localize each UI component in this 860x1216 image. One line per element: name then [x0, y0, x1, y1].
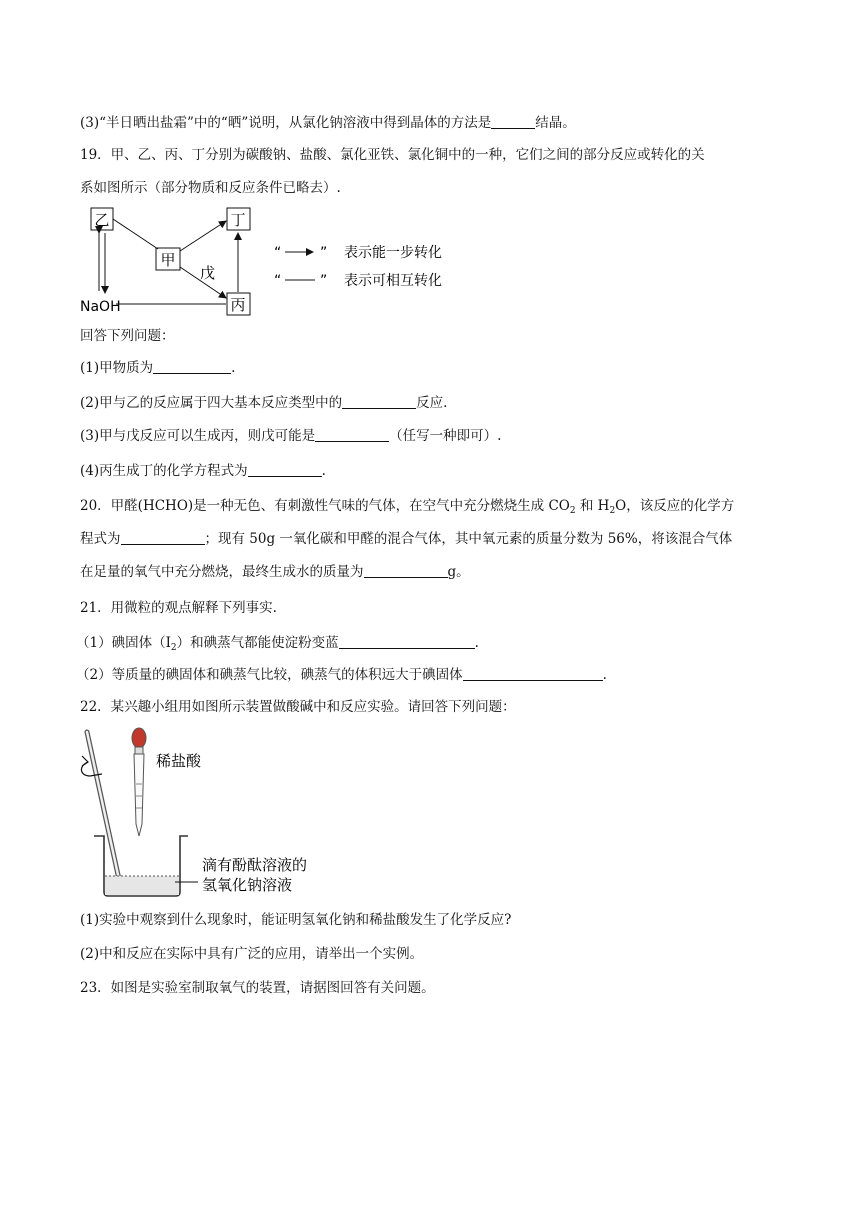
q18-part3-suffix: 结晶。 [535, 115, 576, 131]
q21-part2-suffix: . [602, 667, 607, 683]
q20-text-e: ；现有 50g 一氧化碳和甲醛的混合气体，其中氧元素的质量分数为 56%，将该混合气体 [204, 531, 733, 547]
answer-blank[interactable] [364, 563, 448, 578]
label-solution-line2: 氢氧化钠溶液 [202, 876, 293, 894]
q20-text-d: 程式为 [80, 531, 121, 547]
legend-arrow-text: 表示能一步转化 [344, 245, 442, 261]
legend-line-text: 表示可相互转化 [344, 273, 442, 289]
answer-blank[interactable] [491, 114, 535, 129]
answer-blank[interactable] [342, 394, 416, 409]
dropper-bulb [132, 728, 146, 748]
q19-part2 [80, 393, 447, 413]
beaker-solution [105, 876, 179, 895]
q22-part1: (1)实验中观察到什么现象时，能证明氢氧化钠和稀盐酸发生了化学反应? [80, 912, 512, 928]
q19-part4 [80, 461, 326, 481]
node-yi: 乙 [94, 211, 110, 229]
answer-blank[interactable] [121, 530, 205, 545]
q21-part1 [76, 633, 479, 653]
answer-blank[interactable] [315, 427, 389, 442]
q18-part3 [80, 113, 576, 133]
q20-line3 [80, 562, 470, 582]
q19-stem-line1: 19．甲、乙、丙、丁分别为碳酸钠、盐酸、氯化亚铁、氯化铜中的一种，它们之间的部分反应或转化的关 [80, 147, 705, 163]
q21-part2 [76, 665, 607, 685]
q21-stem: 21．用微粒的观点解释下列事实. [80, 600, 277, 616]
q22-beaker-diagram [76, 724, 336, 904]
q20-text-c: O，该反应的化学方 [615, 498, 735, 514]
q20-text-a: 20．甲醛(HCHO)是一种无色、有刺激性气味的气体，在空气中充分燃烧生成 CO [80, 498, 570, 514]
q19-stem-line2: 系如图所示（部分物质和反应条件已略去）. [80, 180, 341, 196]
legend-arrow-quote-close: ” [320, 245, 328, 261]
q21-part1-suffix: . [474, 635, 479, 651]
q20-line2 [80, 529, 732, 549]
legend-line-quote-close: ” [320, 273, 328, 289]
q18-part3-text: (3)“半日晒出盐霜”中的“晒”说明，从氯化钠溶液中得到晶体的方法是 [80, 115, 492, 131]
q22-stem: 22．某兴趣小组用如图所示装置做酸碱中和反应实验。请回答下列问题： [80, 699, 516, 715]
q20-text-g: g。 [447, 564, 470, 580]
q19-part4-text: (4)丙生成丁的化学方程式为 [80, 463, 248, 479]
subscript: 2 [609, 506, 616, 516]
dropper-tube [134, 754, 144, 836]
q19-relation-diagram [78, 203, 478, 321]
legend-arrow-quote-open: “ [274, 245, 282, 261]
label-dilute-hcl: 稀盐酸 [156, 752, 202, 770]
answer-blank[interactable] [339, 634, 475, 649]
q21-part1-text-b: ）和碘蒸气都能使淀粉变蓝 [176, 635, 339, 651]
q19-prompt: 回答下列问题： [80, 328, 175, 344]
node-jia: 甲 [160, 251, 176, 269]
q20-text-f: 在足量的氧气中充分燃烧，最终生成水的质量为 [80, 564, 364, 580]
q19-part3-text: (3)甲与戊反应可以生成丙，则戊可能是 [80, 428, 316, 444]
q22-part2: (2)中和反应在实际中具有广泛的应用，请举出一个实例。 [80, 946, 424, 962]
q21-part2-text: （2）等质量的碘固体和碘蒸气比较，碘蒸气的体积远大于碘固体 [76, 667, 463, 683]
subscript: 2 [170, 643, 177, 653]
node-ding: 丁 [230, 211, 246, 229]
node-naoh: NaOH [80, 299, 121, 315]
q19-part3-suffix: （任写一种即可）. [389, 428, 502, 444]
q19-part1 [80, 358, 235, 378]
legend-line-quote-open: “ [274, 273, 282, 289]
q19-part4-suffix: . [321, 463, 326, 479]
line-yi-jia [113, 219, 158, 249]
q20-text-b: 和 H [575, 498, 610, 514]
answer-blank[interactable] [248, 462, 322, 477]
node-bing: 丙 [230, 296, 246, 314]
q19-part2-text: (2)甲与乙的反应属于四大基本反应类型中的 [80, 395, 343, 411]
q21-part1-text: （1）碘固体（I [76, 635, 171, 651]
arrow-jia-to-ding [180, 221, 226, 251]
q19-part1-suffix: . [231, 360, 236, 376]
q20-line1 [80, 496, 734, 516]
answer-blank[interactable] [463, 666, 603, 681]
q19-part1-text: (1)甲物质为 [80, 360, 154, 376]
q23-stem: 23．如图是实验室制取氧气的装置，请据图回答有关问题。 [80, 980, 435, 996]
node-wu: 戊 [200, 264, 216, 282]
q19-part3 [80, 426, 501, 446]
subscript: 2 [569, 506, 576, 516]
answer-blank[interactable] [153, 359, 231, 374]
q19-part2-suffix: 反应. [416, 395, 448, 411]
label-solution-line1: 滴有酚酞溶液的 [202, 856, 308, 874]
